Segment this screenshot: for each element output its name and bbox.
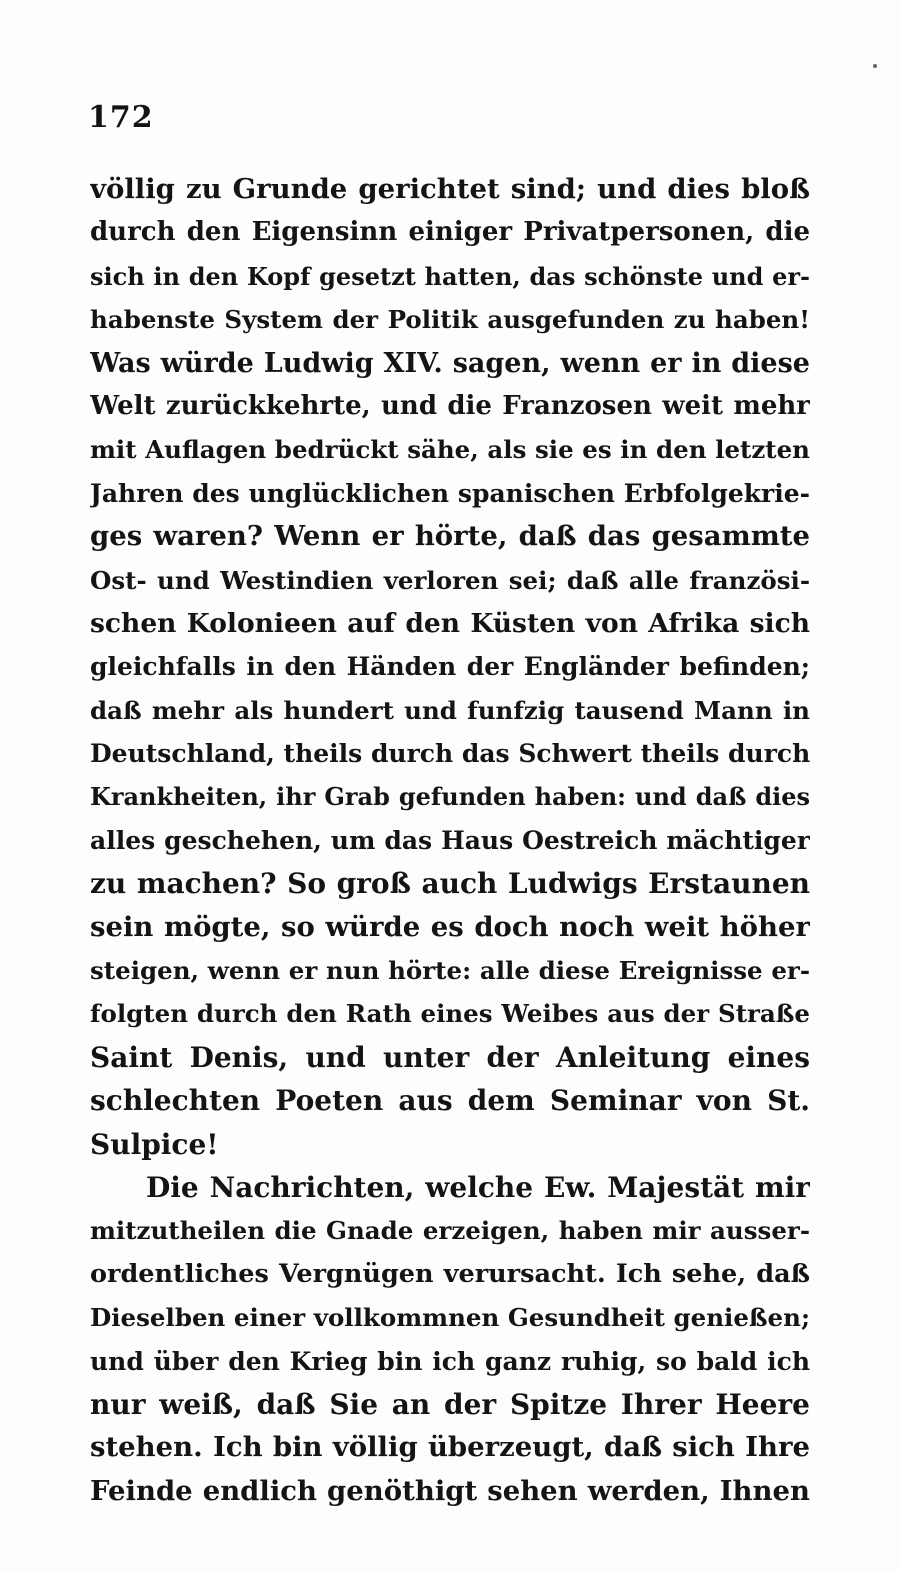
paragraph-end-line: Sulpice! bbox=[90, 1127, 219, 1161]
text-line: nur weiß, daß Sie an der Spitze Ihrer Heere bbox=[90, 1387, 810, 1421]
page-number: 172 bbox=[88, 100, 154, 135]
text-line: ges waren? Wenn er hörte, daß das gesammte bbox=[90, 520, 810, 553]
body-text bbox=[90, 168, 810, 1513]
text-line: mit Auflagen bedrückt sähe, als sie es in den letzten bbox=[90, 435, 810, 465]
text-line: sich in den Kopf gesetzt hatten, das schönste und er- bbox=[90, 261, 810, 291]
text-line: ordentliches Vergnügen verursacht. Ich sehe, daß bbox=[90, 1258, 810, 1289]
text-line: steigen, wenn er nun hörte: alle diese Ereignisse er- bbox=[90, 956, 810, 986]
text-line: schlechten Poeten aus dem Seminar von St. bbox=[90, 1084, 810, 1118]
text-line: mitzutheilen die Gnade erzeigen, haben mir ausser- bbox=[90, 1216, 810, 1246]
text-line: habenste System der Politik ausgefunden zu haben! bbox=[90, 305, 810, 335]
text-line: Feinde endlich genöthigt sehen werden, Ihnen bbox=[90, 1474, 810, 1507]
text-line: schen Kolonieen auf den Küsten von Afrika sich bbox=[90, 607, 810, 639]
stray-dot bbox=[873, 64, 877, 68]
text-line: Saint Denis, und unter der Anleitung eines bbox=[90, 1040, 810, 1074]
paragraph-start-line: Die Nachrichten, welche Ew. Majestät mir bbox=[146, 1170, 810, 1204]
text-line: daß mehr als hundert und funfzig tausend Mann in bbox=[90, 695, 810, 725]
text-line: Jahren des unglücklichen spanischen Erbfolgekrie- bbox=[90, 478, 810, 508]
text-line: und über den Krieg bin ich ganz ruhig, so bald ich bbox=[90, 1346, 810, 1376]
text-line: Ost- und Westindien verloren sei; daß alle französi- bbox=[90, 565, 810, 595]
text-line: Was würde Ludwig XIV. sagen, wenn er in diese bbox=[90, 347, 810, 379]
text-line: Dieselben einer vollkommnen Gesundheit genießen; bbox=[90, 1303, 810, 1333]
text-line: sein mögte, so würde es doch noch weit höher bbox=[90, 910, 810, 943]
text-line: durch den Eigensinn einiger Privatpersonen, die bbox=[90, 217, 810, 248]
text-line: Deutschland, theils durch das Schwert theils durch bbox=[90, 739, 810, 769]
text-line: folgten durch den Rath eines Weibes aus der Straße bbox=[90, 999, 810, 1029]
text-line: zu machen? So groß auch Ludwigs Erstaunen bbox=[90, 867, 810, 901]
text-line: Krankheiten, ihr Grab gefunden haben: und daß dies bbox=[90, 782, 810, 812]
text-line: alles geschehen, um das Haus Oestreich mächtiger bbox=[90, 825, 810, 855]
text-line: völlig zu Grunde gerichtet sind; und dies bloß bbox=[90, 173, 810, 205]
text-line: gleichfalls in den Händen der Engländer befinden; bbox=[90, 652, 810, 682]
text-line: stehen. Ich bin völlig überzeugt, daß sich Ihre bbox=[90, 1431, 810, 1464]
text-line: Welt zurückkehrte, und die Franzosen weit mehr bbox=[90, 390, 810, 421]
